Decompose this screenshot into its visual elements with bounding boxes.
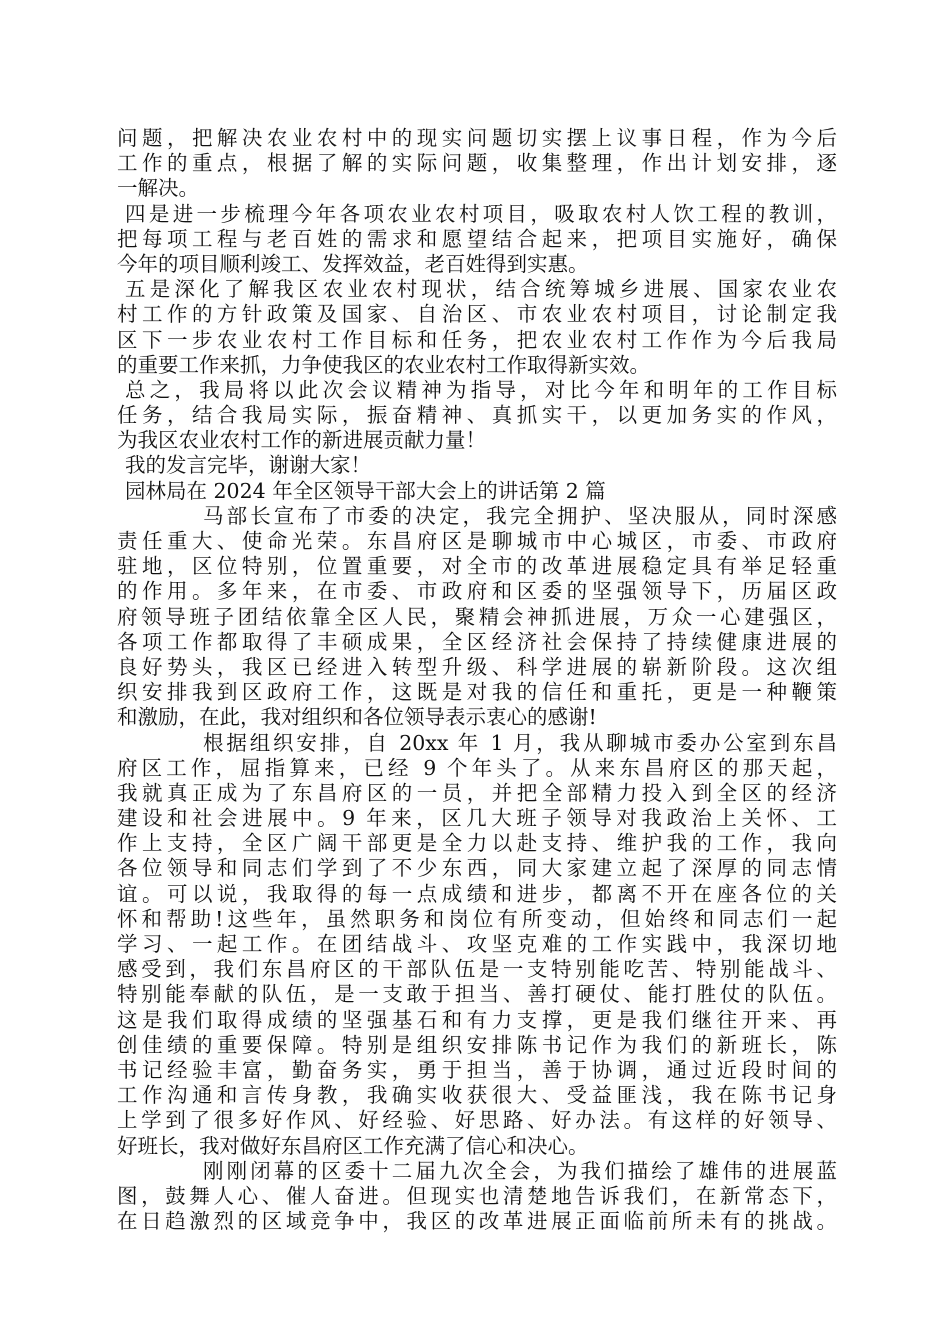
text-line: 我的发言完毕，谢谢大家！	[125, 453, 371, 478]
text-line: 作上支持，全区广阔干部更是全力以赴支持、维护我的工作，我向	[117, 831, 837, 856]
text-line: 马部长宣布了市委的决定，我完全拥护、坚决服从，同时深感	[203, 503, 837, 528]
text-line: 这是我们取得成绩的坚强基石和有力支撑，更是我们继往开来、再	[117, 1007, 837, 1032]
text-line: 学习、一起工作。在团结战斗、攻坚克难的工作实践中，我深切地	[117, 932, 837, 956]
text-line: 怀和帮助!这些年，虽然职务和岗位有所变动，但始终和同志们一起	[117, 906, 837, 931]
text-line: 把每项工程与老百姓的需求和愿望结合起来，把项目实施好，确保	[117, 226, 837, 251]
text-line: 为我区农业农村工作的新进展贡献力量！	[117, 428, 486, 453]
text-line: 的作用。多年来，在市委、市政府和区委的坚强领导下，历届区政	[117, 579, 837, 604]
text-line: 问题，把解决农业农村中的现实问题切实摆上议事日程，作为今后	[117, 126, 837, 150]
text-line: 四是进一步梳理今年各项农业农村项目，吸取农村人饮工程的教训，	[125, 201, 837, 226]
text-line: 村工作的方针政策及国家、自治区、市农业农村项目，讨论制定我	[117, 302, 837, 327]
text-line: 园林局在 2024 年全区领导干部大会上的讲话第 2 篇	[125, 478, 606, 503]
text-line: 创佳绩的重要保障。特别是组织安排陈书记作为我们的新班长，陈	[117, 1032, 837, 1057]
text-line: 建设和社会进展中。9 年来，区几大班子领导对我政治上关怀、工	[117, 806, 837, 831]
text-line: 工作的重点，根据了解的实际问题，收集整理，作出计划安排，逐	[117, 151, 837, 176]
text-line: 今年的项目顺利竣工、发挥效益，老百姓得到实惠。	[117, 251, 589, 276]
document-body	[117, 126, 837, 1234]
text-line: 良好势头，我区已经进入转型升级、科学进展的崭新阶段。这次组	[117, 654, 837, 679]
text-line: 总之，我局将以此次会议精神为指导，对比今年和明年的工作目标	[125, 377, 837, 402]
text-line: 任务，结合我局实际，振奋精神、真抓实干，以更加务实的作风，	[117, 403, 837, 428]
text-line: 府区工作，屈指算来，已经 9 个年头了。从来东昌府区的那天起，	[117, 755, 837, 780]
text-line: 刚刚闭幕的区委十二届九次全会，为我们描绘了雄伟的进展蓝	[203, 1158, 837, 1183]
text-line: 谊。可以说，我取得的每一点成绩和进步，都离不开在座各位的关	[117, 881, 837, 906]
text-line: 在日趋激烈的区域竞争中，我区的改革进展正面临前所未有的挑战。	[117, 1209, 837, 1234]
text-line: 驻地，区位特别，位置重要，对全市的改革进展稳定具有举足轻重	[117, 554, 837, 579]
text-line: 各项工作都取得了丰硕成果，全区经济社会保持了持续健康进展的	[117, 629, 837, 654]
text-line: 我就真正成为了东昌府区的一员，并把全部精力投入到全区的经济	[117, 780, 837, 805]
text-line: 一解决。	[117, 176, 199, 201]
text-line: 感受到，我们东昌府区的干部队伍是一支特别能吃苦、特别能战斗、	[117, 957, 837, 982]
text-line: 工作沟通和言传身教，我确实收获很大、受益匪浅，我在陈书记身	[117, 1083, 837, 1108]
text-line: 上学到了很多好作风、好经验、好思路、好办法。有这样的好领导、	[117, 1108, 837, 1133]
text-line: 和激励，在此，我对组织和各位领导表示衷心的感谢!	[117, 705, 597, 730]
text-line: 各位领导和同志们学到了不少东西，同大家建立起了深厚的同志情	[117, 856, 837, 881]
text-line: 图，鼓舞人心、催人奋进。但现实也清楚地告诉我们，在新常态下，	[117, 1183, 837, 1208]
text-line: 根据组织安排，自 20xx 年 1 月，我从聊城市委办公室到东昌	[203, 730, 837, 755]
text-line: 府领导班子团结依靠全区人民，聚精会神抓进展，万众一心建强区，	[117, 604, 837, 629]
text-line: 区下一步农业农村工作目标和任务，把农业农村工作作为今后我局	[117, 327, 837, 352]
text-line: 责任重大、使命光荣。东昌府区是聊城市中心城区，市委、市政府	[117, 529, 837, 553]
text-line: 书记经验丰富，勤奋务实，勇于担当，善于协调，通过近段时间的	[117, 1057, 837, 1082]
text-line: 织安排我到区政府工作，这既是对我的信任和重托，更是一种鞭策	[117, 680, 837, 705]
text-line: 的重要工作来抓，力争使我区的农业农村工作取得新实效。	[117, 352, 650, 377]
text-line: 特别能奉献的队伍，是一支敢于担当、善打硬仗、能打胜仗的队伍。	[117, 982, 837, 1007]
text-line: 五是深化了解我区农业农村现状，结合统筹城乡进展、国家农业农	[125, 277, 837, 302]
text-line: 好班长，我对做好东昌府区工作充满了信心和决心。	[117, 1133, 589, 1158]
